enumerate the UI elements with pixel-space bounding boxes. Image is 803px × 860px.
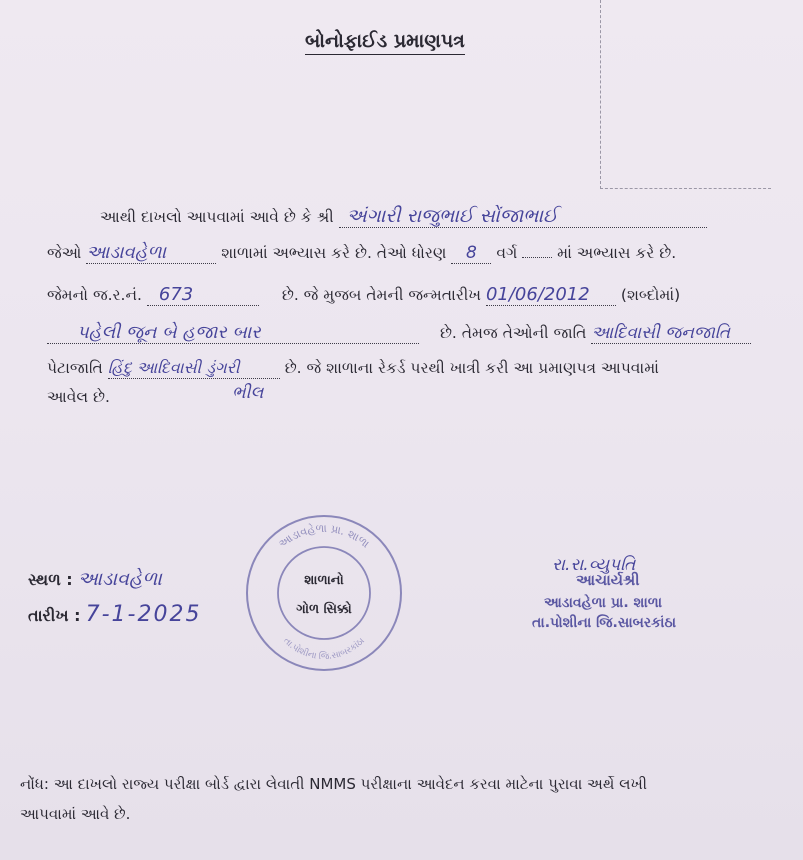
line3-mid: છે. જે મુજબ તેમની જન્મતારીખ bbox=[281, 286, 482, 304]
line5-prefix: પેટાજાતિ bbox=[47, 359, 103, 377]
line4-mid: છે. તેમજ તેઓની જાતિ bbox=[439, 324, 587, 342]
page-title: બોનોફાઈડ પ્રમાણપત્ર bbox=[305, 30, 465, 55]
gr-number: 673 bbox=[147, 284, 259, 306]
signature-title: આચાર્યશ્રી bbox=[576, 571, 640, 589]
signature-taluka: તા.પોશીના જિ.સાબરકાંઠા bbox=[532, 615, 677, 631]
line5-end: છે. જે શાળાના રેકર્ડ પરથી ખાત્રી કરી આ પ્રમાણપત્ર આપવામાં bbox=[284, 359, 659, 377]
seal-bottom-text: તા.પોશીના જિ.સાબરકાંઠા bbox=[281, 636, 367, 663]
date-label: તારીખ : bbox=[28, 606, 81, 625]
line2-class: વર્ગ bbox=[496, 244, 518, 262]
place-label: સ્થળ : bbox=[28, 570, 73, 589]
seal-outer-ring bbox=[247, 516, 401, 670]
certificate-line-6: આવેલ છે. bbox=[47, 388, 110, 406]
signature-handwritten: રા.રા.વ્યુપતિ bbox=[552, 555, 636, 575]
seal-inner-ring bbox=[278, 547, 370, 639]
certificate-line-2 bbox=[47, 242, 676, 264]
photo-box bbox=[600, 0, 771, 189]
signature-block bbox=[532, 555, 677, 631]
line1-prefix: આથી દાખલો આપવામાં આવે છે કે શ્રી bbox=[100, 208, 334, 226]
line3-end: (શબ્દોમાં) bbox=[620, 286, 681, 304]
line3-prefix: જેમનો જ.ર.નં. bbox=[47, 286, 142, 304]
line2-prefix: જેઓ bbox=[47, 244, 82, 262]
student-name: અંગારી રાજુભાઈ સોંજાભાઈ bbox=[339, 205, 707, 228]
line2-end: માં અભ્યાસ કરે છે. bbox=[557, 244, 677, 262]
seal-center-line-1: શાળાનો bbox=[304, 573, 344, 588]
seal-center-line-2: ગોળ સિક્કો bbox=[296, 602, 352, 617]
line2-mid: શાળામાં અભ્યાસ કરે છે. તેઓ ધોરણ bbox=[221, 244, 447, 262]
note-line-1: નોંધ: આ દાખલો રાજ્ય પરીક્ષા બોર્ડ દ્વારા લેવાતી NMMS પરીક્ષાના આવેદન કરવા માટેના પુરાવા અર્થે લખી bbox=[20, 775, 648, 793]
note-line-2: આપવામાં આવે છે. bbox=[20, 805, 131, 823]
certificate-line-3 bbox=[47, 284, 680, 306]
seal-outer-text: આડાવહેળા પ્રા. શાળા bbox=[276, 521, 372, 551]
birth-date: 01/06/2012 bbox=[486, 284, 616, 306]
subcaste-value: હિંદુ આદિવાસી ડુંગરી bbox=[108, 358, 280, 379]
certificate-line-5 bbox=[47, 358, 659, 379]
certificate-line-1 bbox=[100, 205, 707, 228]
school-name: આડાવહેળા bbox=[86, 242, 216, 264]
class-blank bbox=[522, 257, 552, 258]
standard-value: 8 bbox=[451, 243, 491, 264]
caste-value: આદિવાસી જનજાતિ bbox=[591, 323, 751, 344]
signature-school: આડાવહેળા પ્રા. શાળા bbox=[544, 595, 663, 611]
place-value: આડાવહેળા bbox=[77, 568, 162, 590]
birth-date-words: પહેલી જૂન બે હજાર બાર bbox=[47, 322, 419, 344]
place-row bbox=[28, 568, 162, 590]
date-row bbox=[28, 602, 201, 627]
certificate-line-4 bbox=[47, 322, 751, 344]
handwritten-extra-word: ભીલ bbox=[232, 383, 264, 403]
date-value: 7-1-2025 bbox=[85, 602, 202, 627]
school-seal bbox=[243, 512, 405, 674]
